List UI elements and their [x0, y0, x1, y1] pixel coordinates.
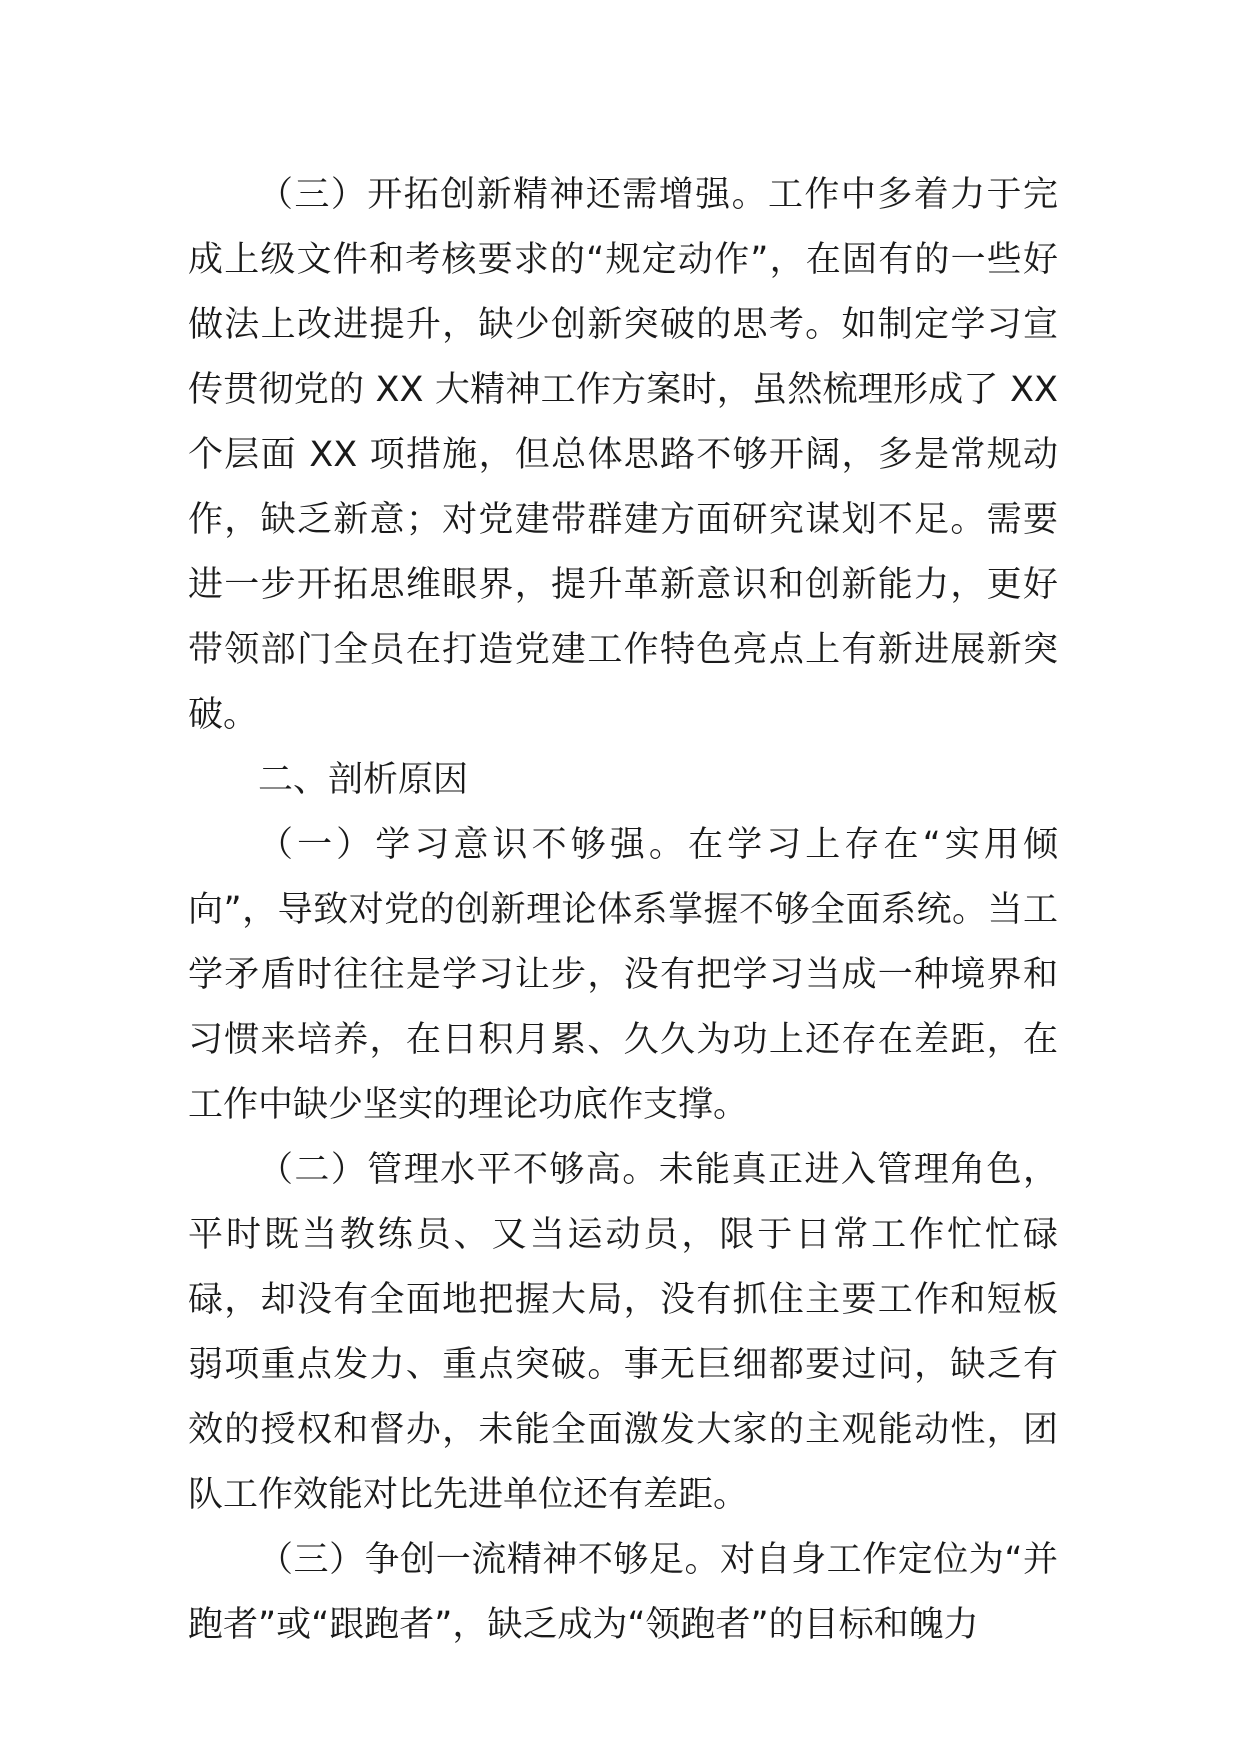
section-heading-causes: 二、剖析原因 — [258, 760, 469, 800]
document-body — [188, 163, 1058, 1658]
paragraph-first-class-spirit: （三）争创一流精神不够足。对自身工作定位为“并跑者”或“跟跑者”，缺乏成为“领跑者”的目标和魄力 — [188, 1540, 1058, 1645]
paragraph-management-level: （二）管理水平不够高。未能真正进入管理角色，平时既当教练员、又当运动员，限于日常工作忙忙碌碌，却没有全面地把握大局，没有抓住主要工作和短板弱项重点发力、重点突破。事无巨细都要过问，缺乏有效的授权和督办，未能全面激发大家的主观能动性，团队工作效能对比先进单位还有差距。 — [188, 1150, 1058, 1515]
paragraph-learning-awareness: （一）学习意识不够强。在学习上存在“实用倾向”，导致对党的创新理论体系掌握不够全面系统。当工学矛盾时往往是学习让步，没有把学习当成一种境界和习惯来培养，在日积月累、久久为功上还存在差距，在工作中缺少坚实的理论功底作支撑。 — [188, 825, 1058, 1125]
paragraph-innovation-spirit: （三）开拓创新精神还需增强。工作中多着力于完成上级文件和考核要求的“规定动作”，在固有的一些好做法上改进提升，缺少创新突破的思考。如制定学习宣传贯彻党的 XX 大精神工作方案时，虽然梳理形成了 XX 个层面 XX 项措施，但总体思路不够开阔，多是常规动作，缺乏新意；对党建带群建方面研究谋划不足。需要进一步开拓思维眼界，提升革新意识和创新能力，更好带领部门全员在打造党建工作特色亮点上有新进展新突破。 — [188, 175, 1058, 735]
